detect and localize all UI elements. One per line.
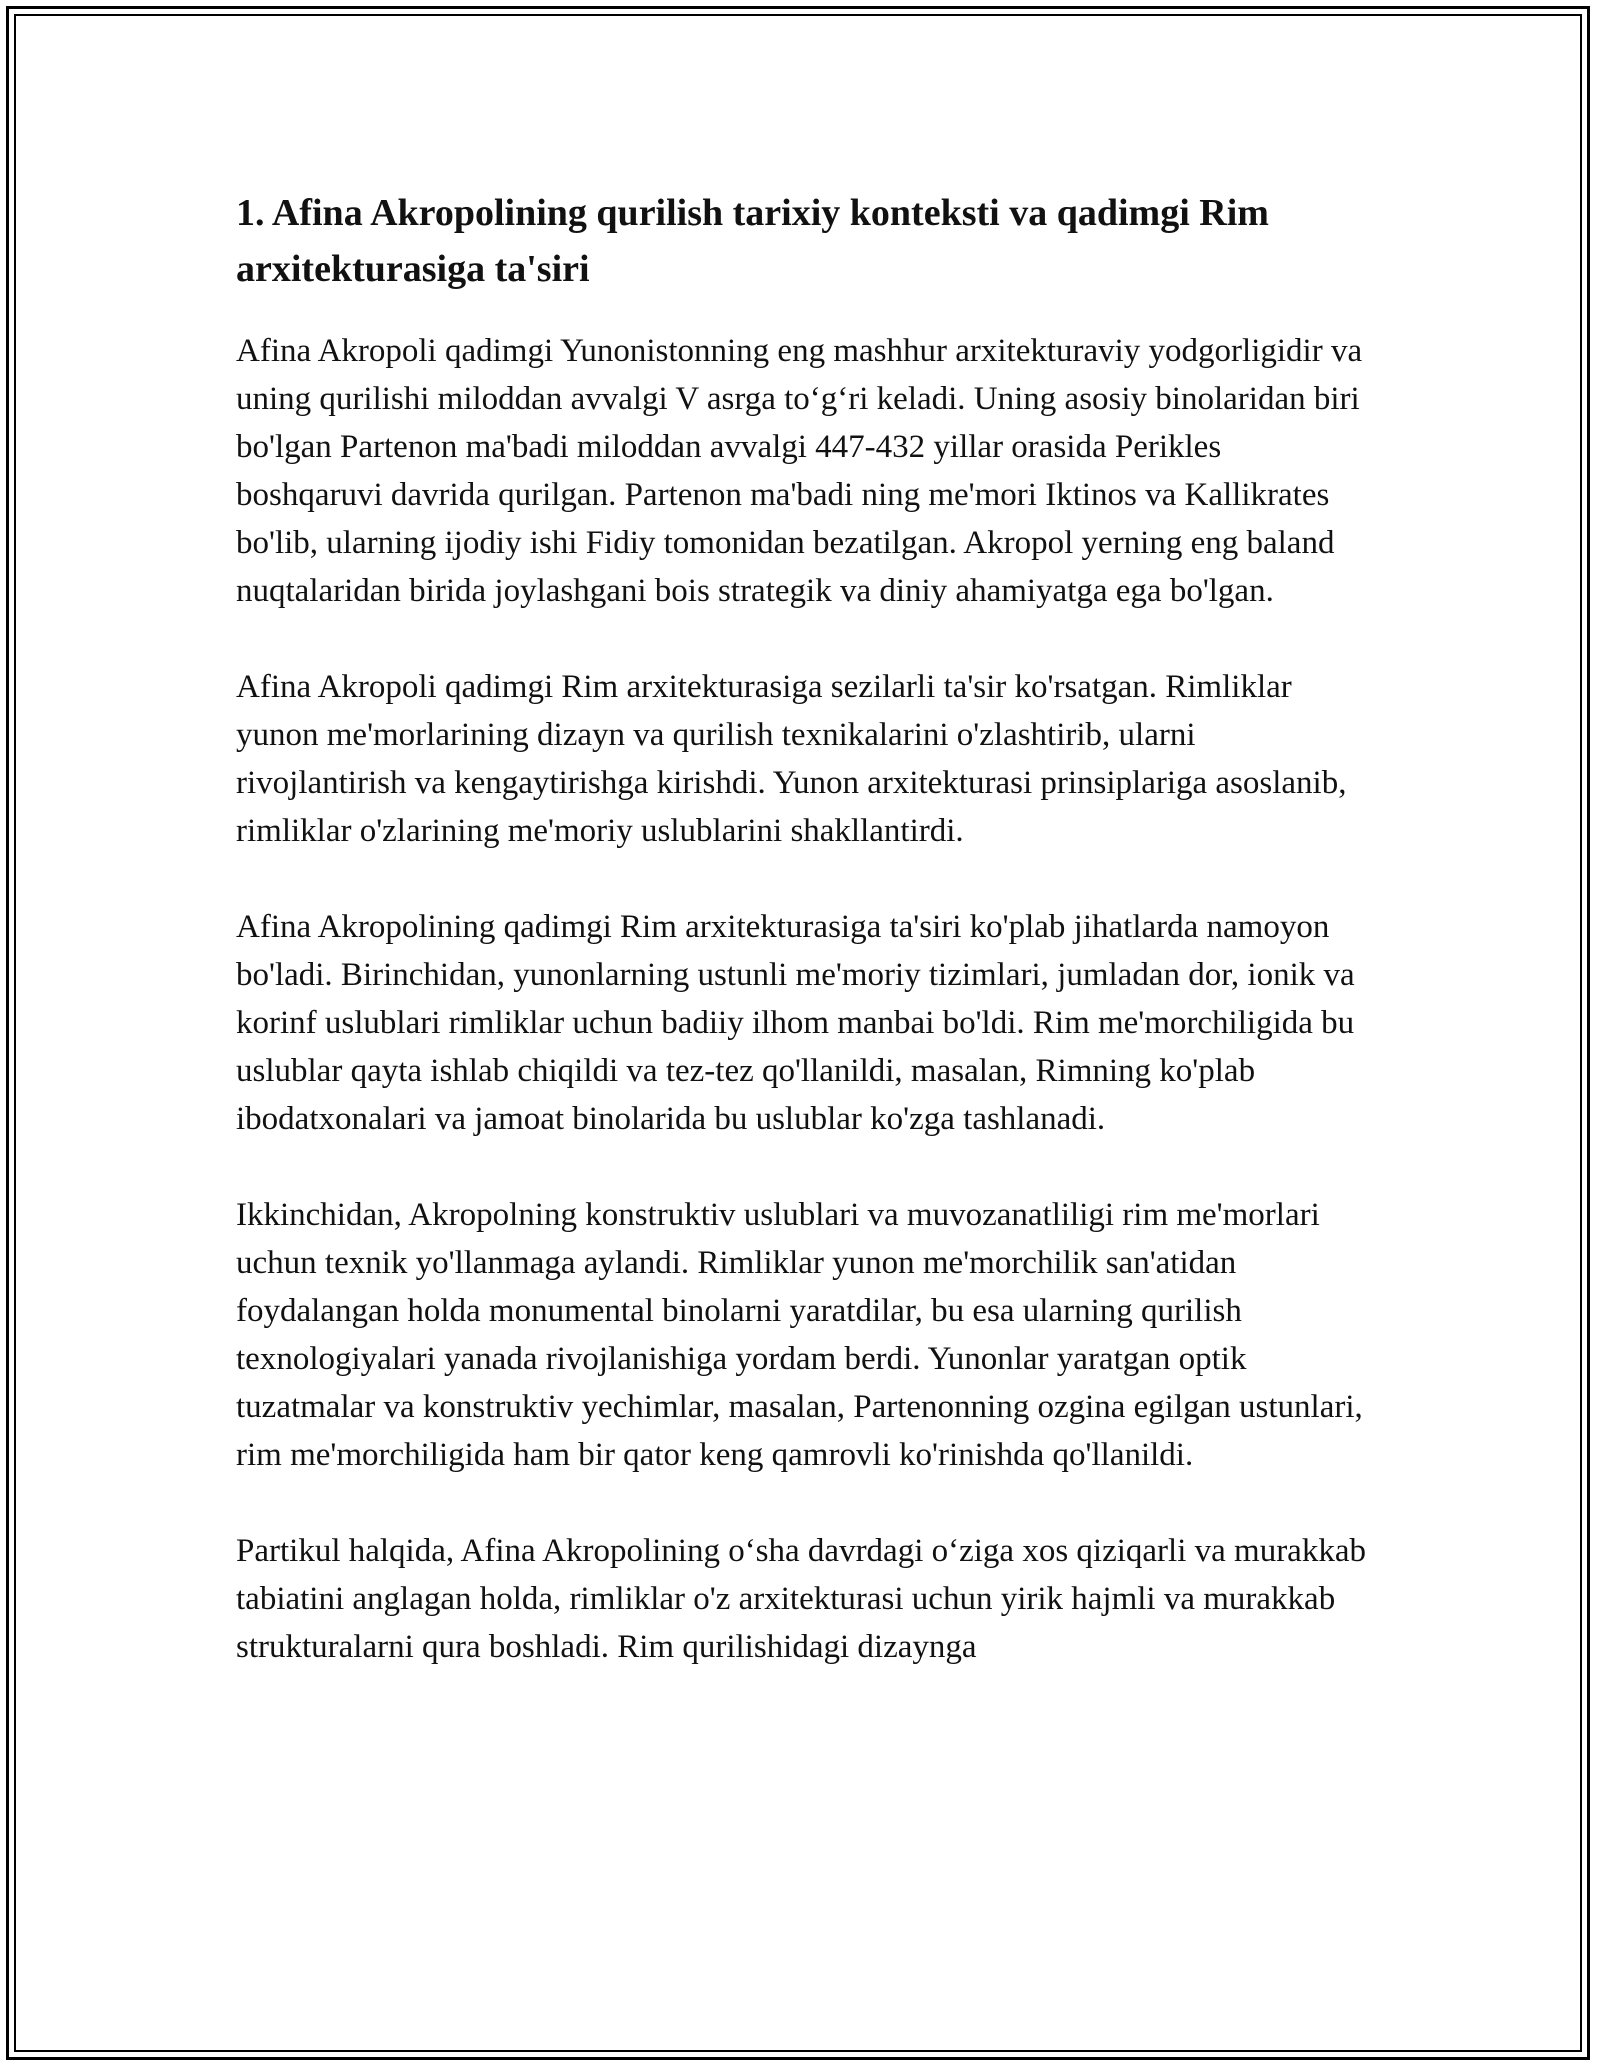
document-body [236, 185, 1366, 1671]
section-heading: 1. Afina Akropolining qurilish tarixiy konteksti va qadimgi Rim arxitekturasiga ta'siri [236, 192, 1269, 290]
paragraph-3: Afina Akropolining qadimgi Rim arxitekturasiga ta'siri ko'plab jihatlarda namoyon bo'ladi. Birinchidan, yunonlarning ustunli me'moriy tizimlari, jumladan dor, ionik va korinf uslublari rimliklar uchun badiiy ilhom manbai bo'ldi. Rim me'morchiligida bu uslublar qayta ishlab chiqildi va tez-tez qo'llanildi, masalan, Rimning ko'plab ibodatxonalari va jamoat binolarida bu uslublar ko'zga tashlanadi. [236, 909, 1355, 1137]
paragraph-5: Partikul halqida, Afina Akropolining o‘sha davrdagi o‘ziga xos qiziqarli va murakkab tabiatini anglagan holda, rimliklar o'z arxitekturasi uchun yirik hajmli va murakkab strukturalarni qura boshladi. Rim qurilishidagi dizaynga [236, 1533, 1366, 1665]
paragraph-1: Afina Akropoli qadimgi Yunonistonning eng mashhur arxitekturaviy yodgorligidir va uning qurilishi miloddan avvalgi V asrga to‘g‘ri keladi. Uning asosiy binolaridan biri bo'lgan Partenon ma'badi miloddan avvalgi 447-432 yillar orasida Perikles boshqaruvi davrida qurilgan. Partenon ma'badi ning me'mori Iktinos va Kallikrates bo'lib, ularning ijodiy ishi Fidiy tomonidan bezatilgan. Akropol yerning eng baland nuqtalaridan birida joylashgani bois strategik va diniy ahamiyatga ega bo'lgan. [236, 333, 1363, 609]
paragraph-2: Afina Akropoli qadimgi Rim arxitekturasiga sezilarli ta'sir ko'rsatgan. Rimliklar yunon me'morlarining dizayn va qurilish texnikalarini o'zlashtirib, ularni rivojlantirish va kengaytirishga kirishdi. Yunon arxitekturasi prinsiplariga asoslanib, rimliklar o'zlarining me'moriy uslublarini shakllantirdi. [236, 669, 1347, 849]
paragraph-4: Ikkinchidan, Akropolning konstruktiv uslublari va muvozanatliligi rim me'morlari uchun texnik yo'llanmaga aylandi. Rimliklar yunon me'morchilik san'atidan foydalangan holda monumental binolarni yaratdilar, bu esa ularning qurilish texnologiyalari yanada rivojlanishiga yordam berdi. Yunonlar yaratgan optik tuzatmalar va konstruktiv yechimlar, masalan, Partenonning ozgina egilgan ustunlari, rim me'morchiligida ham bir qator keng qamrovli ko'rinishda qo'llanildi. [236, 1197, 1363, 1473]
